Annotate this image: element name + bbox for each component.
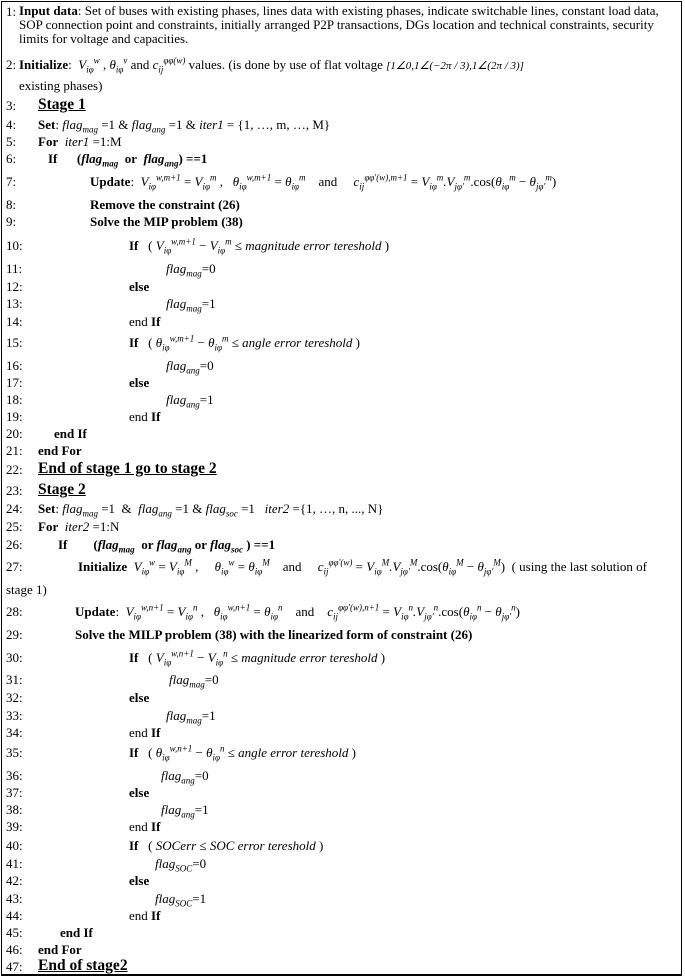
if-keyword: If — [48, 151, 58, 166]
line-number: 8: — [6, 197, 17, 212]
math-angle: $\theta_{i\varphi}^v$ — [109, 55, 128, 75]
line-number: 6: — [6, 151, 17, 166]
line-number: 7: — [6, 174, 17, 189]
set-keyword: Set — [38, 117, 56, 132]
solve-mip-text: Solve the MIP problem (38) — [90, 214, 243, 229]
stage-1-heading: Stage 1 — [38, 96, 86, 113]
line-number: 2: — [6, 57, 17, 72]
line-number: 1: — [6, 4, 17, 19]
flat-voltage: [1∠0,1∠(−2π / 3),1∠(2π / 3)] — [386, 60, 524, 72]
initialize-keyword: Initialize — [19, 57, 69, 72]
math-voltage: $V_{i\varphi}^w$ — [74, 55, 100, 75]
line-number: 9: — [6, 214, 17, 229]
math-capacity: $c_{ij}^{\varphi\varphi(w)}$ — [152, 55, 186, 75]
input-data-text: : Set of buses with existing phases, lines data with existing phases, indicate switchable lines, constant load data, SOP connection point and constraints, initially arranged P2P transactions, DGs location and technical constraints, security limits for voltage and capacities. — [19, 3, 659, 46]
line-number: 4: — [6, 117, 17, 132]
for-keyword: For — [38, 134, 59, 149]
stage-2-heading: Stage 2 — [38, 481, 86, 498]
line-number: 5: — [6, 134, 17, 149]
initialize-text: values. (is done by use of flat voltage — [188, 57, 383, 72]
line-number: 3: — [6, 98, 17, 113]
end-stage-2-heading: End of stage2 — [38, 957, 128, 974]
line-number: 10: — [6, 238, 23, 253]
end-stage-1-heading: End of stage 1 go to stage 2 — [38, 460, 217, 477]
input-data-label: Input data — [19, 3, 78, 18]
update-keyword: Update — [90, 174, 131, 189]
remove-constraint-text: Remove the constraint (26) — [90, 197, 240, 212]
algorithm-box: 1: Input data: Set of buses with existing phases, lines data with existing phases, indicate switchable lines, constant load data, SOP connection point and constraints, initially arranged P2P transactions, DGs location and technical constraints, security limits for voltage and capacities. 2: Initialize: $V_{i\varphi}^w$ , $\theta_{i\varphi}^v$ and $c_{ij}^{\varphi\varphi(w)}$ values. (is done by use of flat voltage [1∠0,1∠(−2π / 3),1∠(2π / 3)] existing phases) 3: Stage 1 4: Set: flag$_{mag}$ =1 & flag$_{ang}$ =1 & iter1 = {1, …, m, …, M} 5: For iter1 =1:M 6: If (flag$_{mag}$ or flag$_{ang}$) ==1 7: Update: $V_{i\varphi}^{w,m+1} = V_{i\varphi}^m$ , $\theta_{i\varphi}^{w,m+1} = \theta_{i\varphi}^m$ and $c_{ij}^{\varphi\varphi'(w),m+1} = V_{i\varphi}^m.V_{j\varphi'}^m.\cos(\theta_{i\varphi}^m - \theta_{j\varphi'}^m)$ 8: Remove the constraint (26) 9: Solve the MIP problem (38) 10: If ( $V_{i\varphi}^{w,m+1} - V_{i\varphi}^m$ ≤ magnitude error tereshold ) 11: flag$_{mag}$=0 12: else 13: flag$_{mag}$=1 14: end If 15: If ( $\theta_{i\varphi}^{w,m+1} - \theta_{i\varphi}^m$ ≤ angle error tereshold ) 16: flag$_{ang}$=0 17: else 18: flag$_{ang}$=1 19: end If 20: end If 21: end For 22: End of stage 1 go to stage 2 23: Stage 2 24: Set: flag$_{mag}$ =1 & flag$_{ang}$ =1 & flag$_{soc}$ =1 iter2 ={1, …, n, ..., N} 25: For iter2 =1:N 26: If (flag$_{mag}$ or flag$_{ang}$ or flag$_{soc}$ ) ==1 27: Initialize $V_{i\varphi}^w = V_{i\varphi}^M$ , $\theta_{i\varphi}^w = \theta_{i\varphi}^M$ and $c_{ij}^{\varphi\varphi'(w)} = V_{i\varphi}^M.V_{j\varphi'}^M.\cos(\theta_{i\varphi}^M - \theta_{j\varphi'}^M)$ ( using the last solution of stage 1) 28: Update: $V_{i\varphi}^{w,n+1} = V_{i\varphi}^n$ , $\theta_{i\varphi}^{w,n+1} = \theta_{i\varphi}^n$ and $c_{ij}^{\varphi\varphi'(w),n+1} = V_{i\varphi}^n.V_{j\varphi'}^n.\cos(\theta_{i\varphi}^n - \theta_{j\varphi'}^n)$ 29: Solve the MILP problem (38) with the linearized form of constraint (26) 30: If ( $V_{i\varphi}^{w,n+1} - V_{i\varphi}^n$ ≤ magnitude error tereshold ) 31: flag$_{mag}$=0 32: else 33: flag$_{mag}$=1 34: end If 35: If ( $\theta_{i\varphi}^{w,n+1} - \theta_{i\varphi}^n$ ≤ angle error tereshold ) 36: flag$_{ang}$=0 37: else 38: flag$_{ang}$=1 39: end If 40: If ( SOCerr ≤ SOC error tereshold ) 41: flag$_{SOC}$=0 42: else 43: flag$_{SOC}$=1 44: end If 45: end If 46: end For 47: End of stage2 — [1, 1, 682, 976]
